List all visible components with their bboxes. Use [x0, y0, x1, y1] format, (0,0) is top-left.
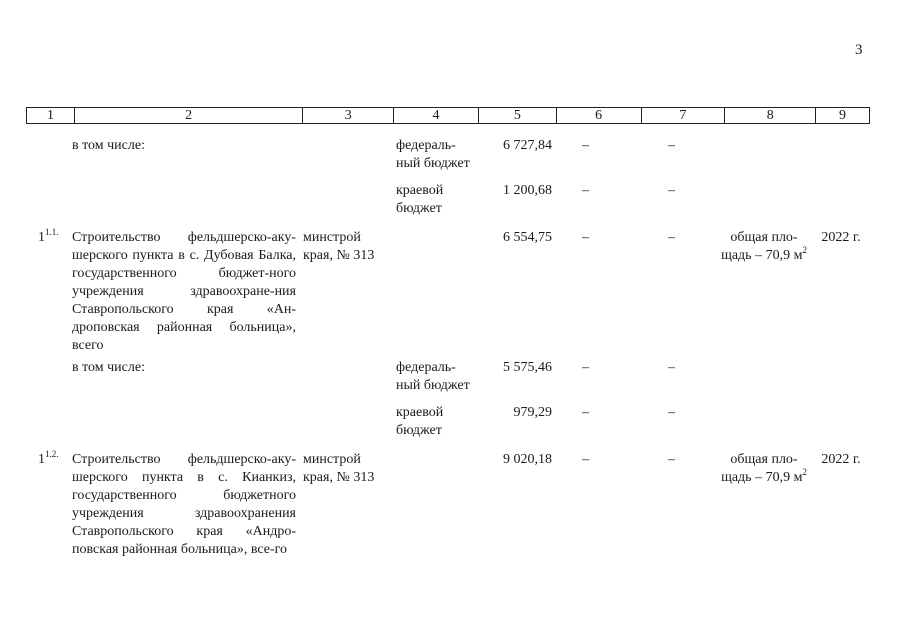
header-col-6: 6: [556, 108, 641, 123]
header-col-1: 1: [46, 108, 54, 123]
row6-capacity-line1: общая пло-: [730, 452, 798, 467]
row6-capacity-sup: 2: [802, 467, 807, 477]
row6-capacity: [716, 451, 812, 487]
row5-col6: –: [582, 405, 589, 420]
row2-budget: краевой бюджет: [396, 183, 444, 216]
row5-amount: 979,29: [513, 405, 552, 420]
row2-amount: 1 200,68: [503, 183, 552, 198]
row6-agency: минстрой края, № 313: [303, 452, 375, 485]
table-header-row: [26, 107, 870, 124]
row6-year: 2022 г.: [821, 452, 861, 467]
row3-agency: минстрой края, № 313: [303, 230, 375, 263]
row1-budget: федераль- ный бюджет: [396, 138, 470, 171]
header-col-5: 5: [478, 108, 556, 123]
row2-col6: –: [582, 183, 589, 198]
header-col-4: 4: [393, 108, 478, 123]
row5-budget: краевой бюджет: [396, 405, 444, 438]
row4-budget: федераль- ный бюджет: [396, 360, 470, 393]
header-col-9: 9: [815, 108, 869, 123]
row4-name: в том числе:: [72, 360, 145, 375]
row3-year: 2022 г.: [821, 230, 861, 245]
header-col-8: 8: [724, 108, 815, 123]
row3-capacity-sup: 2: [802, 245, 807, 255]
row6-amount: 9 020,18: [503, 452, 552, 467]
row1-col6: –: [582, 138, 589, 153]
row6-col6: –: [582, 452, 589, 467]
row2-col7: –: [668, 183, 675, 198]
header-col-7: 7: [641, 108, 725, 123]
row4-amount: 5 575,46: [503, 360, 552, 375]
row1-name: в том числе:: [72, 138, 145, 153]
row3-number: [38, 229, 70, 247]
row3-capacity: [716, 229, 812, 265]
row3-col7: –: [668, 230, 675, 245]
header-col-2: 2: [74, 108, 302, 123]
page-number: 3: [855, 42, 863, 58]
row6-col7: –: [668, 452, 675, 467]
row3-number-sup: 1.1.: [45, 227, 59, 237]
row5-col7: –: [668, 405, 675, 420]
row1-amount: 6 727,84: [503, 138, 552, 153]
row3-col6: –: [582, 230, 589, 245]
row6-number: [38, 451, 70, 469]
row6-number-main: 1: [38, 452, 45, 467]
row3-name: Строительство фельдшерско-аку-шерского пункта в с. Дубовая Балка, государственного бюджет-ного учреждения здравоохране-ния Ставропольского края «Ан-дроповская районная больница», всего: [72, 230, 296, 353]
row6-number-sup: 1.2.: [45, 449, 59, 459]
row3-capacity-line2: щадь – 70,9 м: [721, 248, 803, 263]
row3-capacity-line1: общая пло-: [730, 230, 798, 245]
row3-amount: 6 554,75: [503, 230, 552, 245]
row4-col7: –: [668, 360, 675, 375]
row6-name: Строительство фельдшерско-аку-шерского пункта в с. Кианкиз, государственного бюджетного учреждения здравоохранения Ставропольского края «Андро-повская районная больница», все-го: [72, 452, 296, 557]
row1-col7: –: [668, 138, 675, 153]
row3-number-main: 1: [38, 230, 45, 245]
header-col-3: 3: [302, 108, 393, 123]
row4-col6: –: [582, 360, 589, 375]
row6-capacity-line2: щадь – 70,9 м: [721, 470, 803, 485]
